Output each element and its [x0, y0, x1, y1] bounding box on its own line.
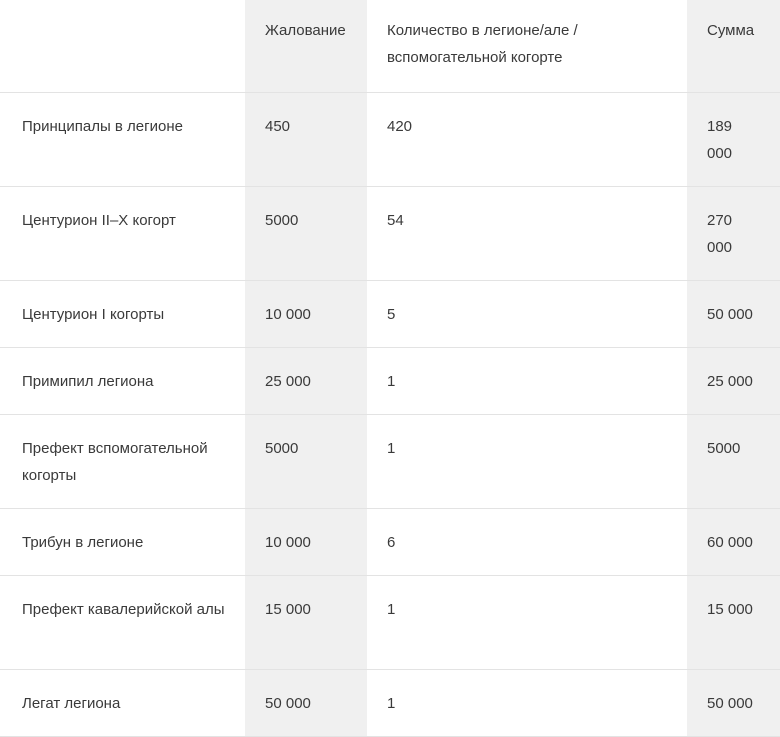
- cell-position: Префект вспомогательной когорты: [0, 415, 245, 509]
- cell-position: Префект кавалерийской алы: [0, 576, 245, 670]
- cell-sum: 15 000: [687, 576, 780, 670]
- cell-salary: 450: [245, 93, 367, 187]
- cell-sum: 50 000: [687, 670, 780, 737]
- cell-count: 6: [367, 509, 687, 576]
- cell-sum: 270 000: [687, 187, 780, 281]
- cell-position: Легат легиона: [0, 670, 245, 737]
- cell-sum: 25 000: [687, 348, 780, 415]
- cell-salary: 10 000: [245, 281, 367, 348]
- cell-sum: 189 000: [687, 93, 780, 187]
- cell-count: 1: [367, 576, 687, 670]
- table-row: [0, 348, 780, 415]
- table-row: [0, 670, 780, 737]
- header-cell-salary: Жалование: [245, 0, 367, 93]
- cell-count: 1: [367, 415, 687, 509]
- cell-count: 5: [367, 281, 687, 348]
- cell-salary: 5000: [245, 187, 367, 281]
- cell-position: Центурион I когорты: [0, 281, 245, 348]
- cell-sum: 50 000: [687, 281, 780, 348]
- header-cell-position: [0, 0, 245, 93]
- cell-salary: 5000: [245, 415, 367, 509]
- cell-salary: 10 000: [245, 509, 367, 576]
- cell-position: Трибун в легионе: [0, 509, 245, 576]
- table-row: [0, 93, 780, 187]
- cell-salary: 50 000: [245, 670, 367, 737]
- cell-position: Примипил легиона: [0, 348, 245, 415]
- table-row: [0, 576, 780, 670]
- cell-salary: 15 000: [245, 576, 367, 670]
- cell-count: 420: [367, 93, 687, 187]
- table-row: [0, 415, 780, 509]
- header-cell-sum: Сумма: [687, 0, 780, 93]
- table-row: [0, 187, 780, 281]
- table-header-row: [0, 0, 780, 93]
- table-row: [0, 281, 780, 348]
- table-row: [0, 509, 780, 576]
- cell-salary: 25 000: [245, 348, 367, 415]
- cell-sum: 5000: [687, 415, 780, 509]
- cell-sum: 60 000: [687, 509, 780, 576]
- cell-count: 1: [367, 670, 687, 737]
- cell-count: 54: [367, 187, 687, 281]
- cell-count: 1: [367, 348, 687, 415]
- cell-position: Принципалы в легионе: [0, 93, 245, 187]
- header-cell-count: Количество в легионе/але /вспомогательной когорте: [367, 0, 687, 93]
- cell-position: Центурион II–X когорт: [0, 187, 245, 281]
